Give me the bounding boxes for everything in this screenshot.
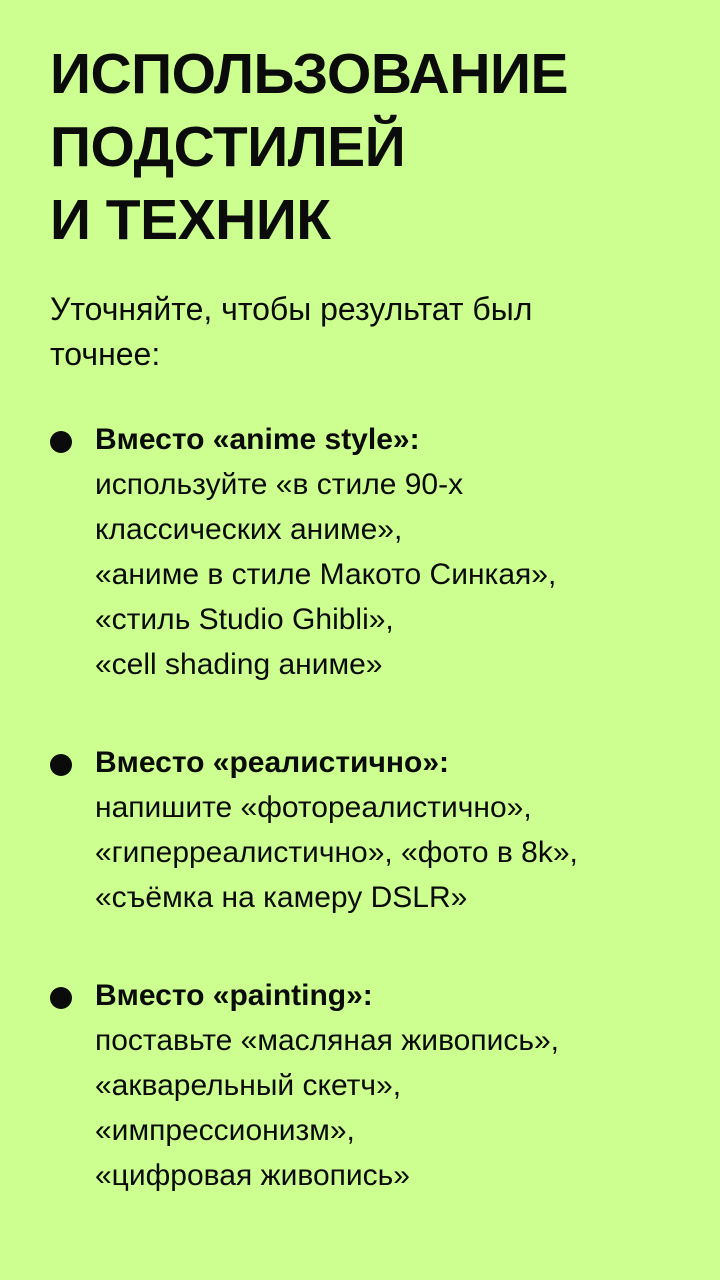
item-heading: Вместо «painting»:: [95, 979, 373, 1012]
list-item: [50, 417, 680, 687]
item-line: напишите «фотореалистично»,: [95, 791, 532, 824]
item-line: «cell shading аниме»: [95, 648, 383, 681]
bullet-dot-icon: [50, 987, 72, 1009]
item-line: используйте «в стиле 90-х: [95, 468, 464, 501]
page-title: [50, 38, 680, 257]
item-heading: Вместо «anime style»:: [95, 423, 420, 456]
subtitle-line: точнее:: [50, 336, 161, 372]
item-line: «импрессионизм»,: [95, 1114, 355, 1147]
tips-list: [50, 417, 680, 1198]
subtitle-line: Уточняйте, чтобы результат был: [50, 291, 533, 327]
title-line: И ТЕХНИК: [50, 188, 331, 252]
item-line: поставьте «масляная живопись»,: [95, 1024, 560, 1057]
title-line: ИСПОЛЬЗОВАНИЕ: [50, 42, 568, 106]
item-line: «гиперреалистично», «фото в 8k»,: [95, 836, 578, 869]
item-heading: Вместо «реалистично»:: [95, 746, 450, 779]
list-item: [50, 973, 680, 1198]
subtitle: [50, 287, 680, 377]
item-line: классических аниме»,: [95, 513, 403, 546]
item-line: «аниме в стиле Макото Синкая»,: [95, 558, 557, 591]
item-line: «съёмка на камеру DSLR»: [95, 881, 468, 914]
title-line: ПОДСТИЛЕЙ: [50, 115, 406, 179]
item-line: «акварельный скетч»,: [95, 1069, 402, 1102]
list-item: [50, 740, 680, 920]
item-line: «стиль Studio Ghibli»,: [95, 603, 394, 636]
bullet-dot-icon: [50, 754, 72, 776]
bullet-dot-icon: [50, 431, 72, 453]
item-line: «цифровая живопись»: [95, 1159, 410, 1192]
